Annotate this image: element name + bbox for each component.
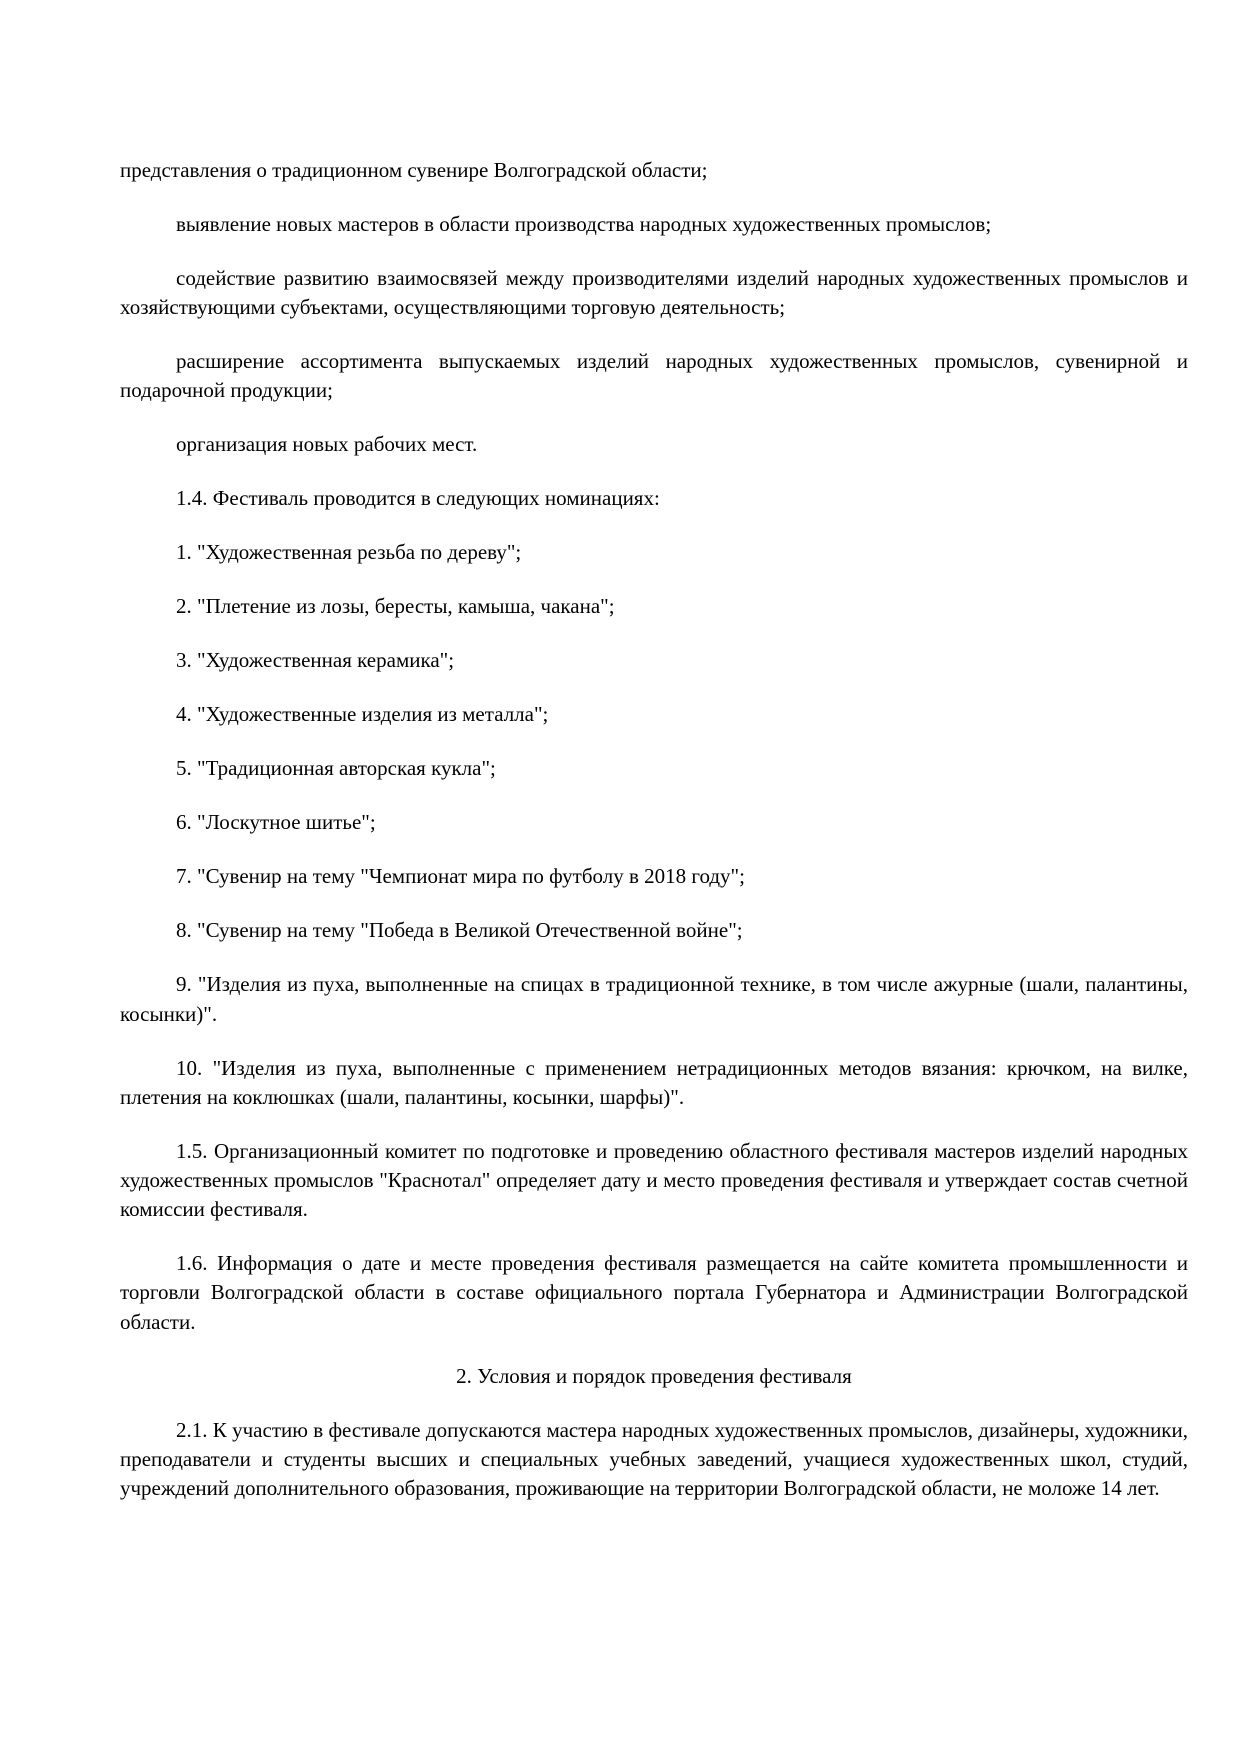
paragraph: выявление новых мастеров в области производства народных художественных промыслов; [176,212,992,236]
nomination-item: 4. "Художественные изделия из металла"; [176,702,549,727]
document-page [120,156,1188,1528]
nomination-item: 5. "Традиционная авторская кукла"; [176,756,496,781]
section-heading: 2. Условия и порядок проведения фестиваля [456,1363,852,1388]
paragraph: организация новых рабочих мест. [176,432,478,457]
nomination-item: 7. "Сувенир на тему "Чемпионат мира по футболу в 2018 году"; [176,864,745,889]
nomination-item: 6. "Лоскутное шитье"; [176,810,376,835]
paragraph: 1.6. Информация о дате и месте проведения фестиваля размещается на сайте комитета промышленности и торговли Волгоградской области в составе официального портала Губернатора и Администрации Волгоградской области. [120,1251,1188,1334]
nomination-item: 10. "Изделия из пуха, выполненные с применением нетрадиционных методов вязания: крючком, на вилке, плетения на коклюшках (шали, палантины, косынки, шарфы)". [120,1055,1188,1109]
paragraph: расширение ассортимента выпускаемых изделий народных художественных промыслов, сувенирной и подарочной продукции; [120,349,1188,403]
paragraph: 1.4. Фестиваль проводится в следующих номинациях: [176,486,660,511]
nomination-item: 9. "Изделия из пуха, выполненные на спицах в традиционной технике, в том числе ажурные (шали, палантины, косынки)". [120,972,1188,1026]
nomination-item: 1. "Художественная резьба по дереву"; [176,540,522,565]
nomination-item: 8. "Сувенир на тему "Победа в Великой Отечественной войне"; [176,918,743,943]
paragraph: содействие развитию взаимосвязей между производителями изделий народных художественных промыслов и хозяйствующими субъектами, осуществляющими торговую деятельность; [120,266,1188,320]
paragraph: 2.1. К участию в фестивале допускаются мастера народных художественных промыслов, дизайнеры, художники, преподаватели и студенты высших и специальных учебных заведений, учащиеся художественных школ, студий, учреждений дополнительного образования, проживающие на территории Волгоградской области, не моложе 14 лет. [120,1417,1188,1501]
paragraph: 1.5. Организационный комитет по подготовке и проведению областного фестиваля мастеров изделий народных художественных промыслов "Краснотал" определяет дату и место проведения фестиваля и утверждает состав счетной комиссии фестиваля. [120,1138,1188,1222]
nomination-item: 3. "Художественная керамика"; [176,648,455,673]
paragraph-continuation: представления о традиционном сувенире Волгоградской области; [120,158,708,182]
nomination-item: 2. "Плетение из лозы, бересты, камыша, чакана"; [176,594,615,619]
